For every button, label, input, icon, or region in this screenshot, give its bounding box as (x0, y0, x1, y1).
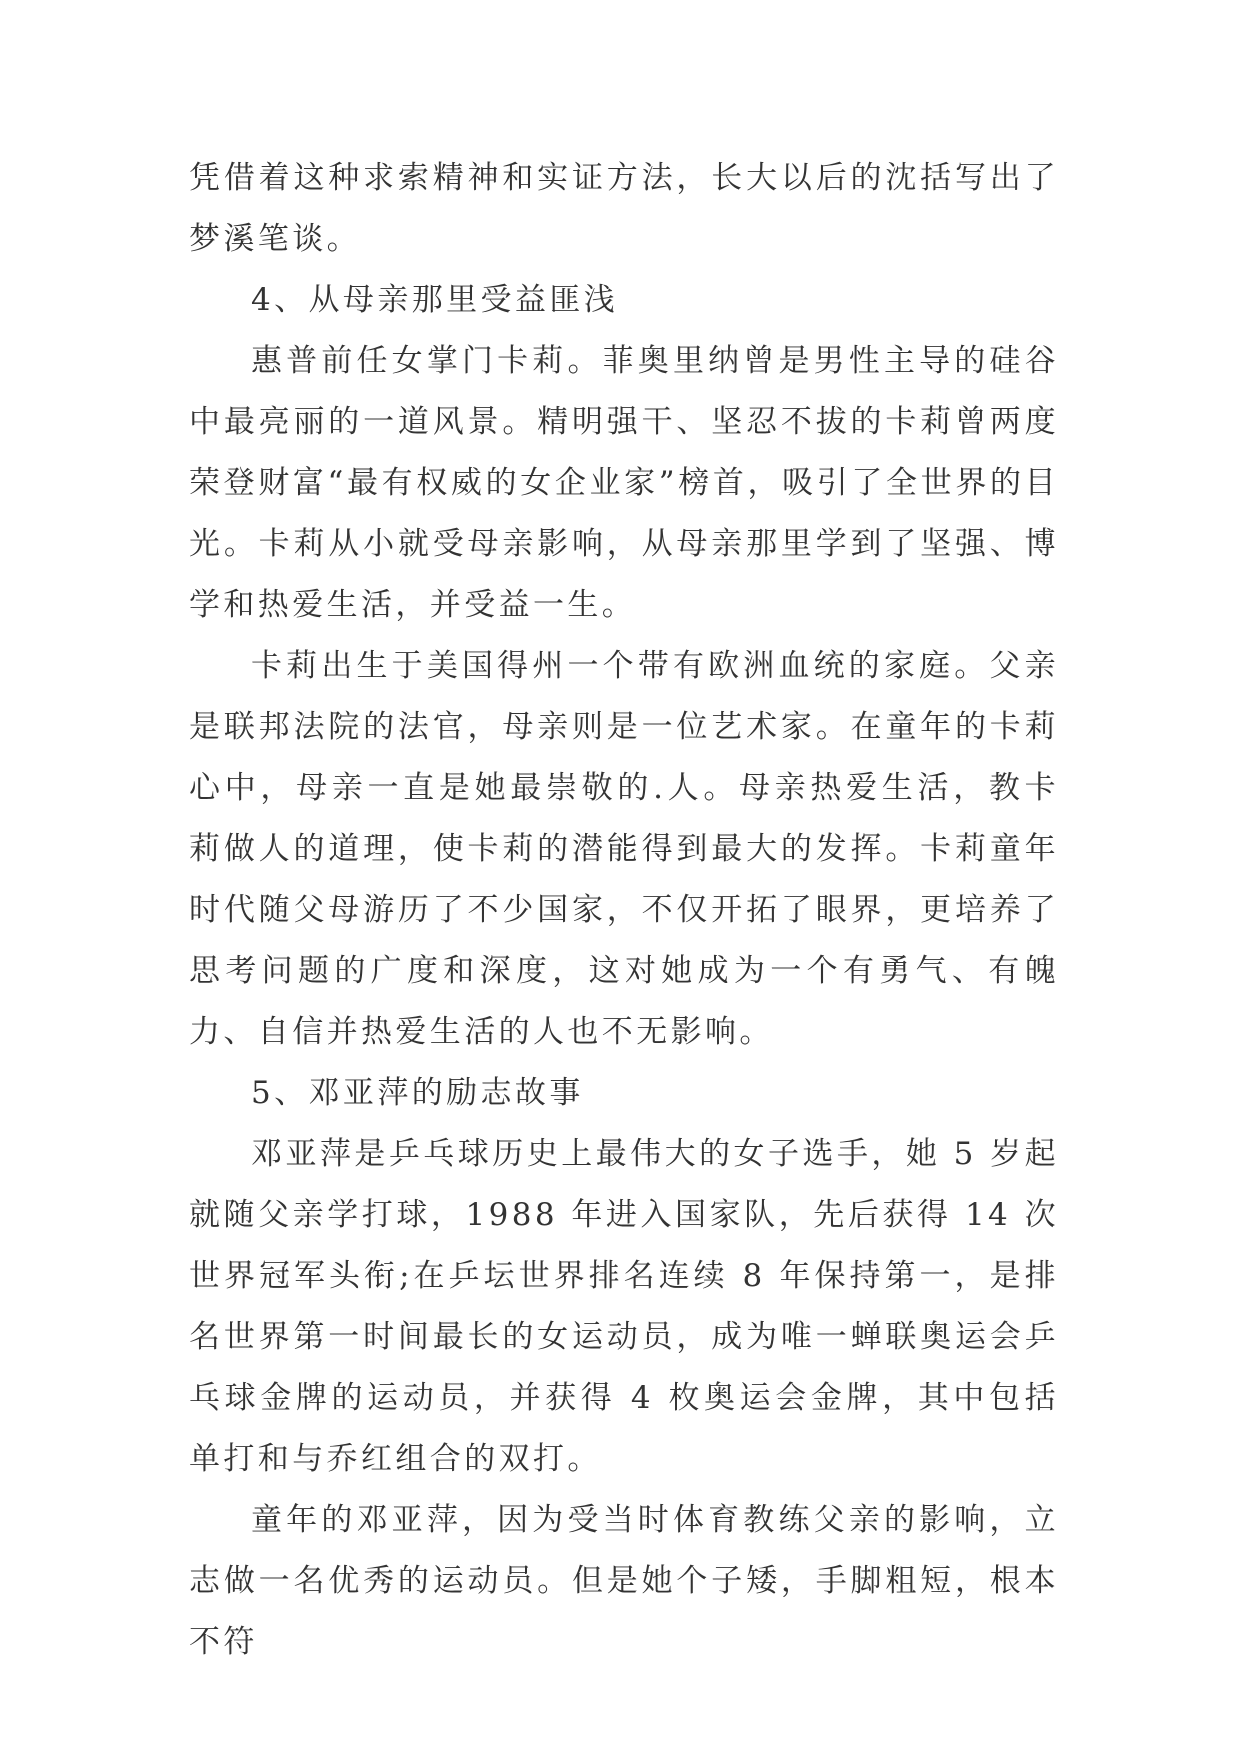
paragraph: 童年的邓亚萍，因为受当时体育教练父亲的影响，立志做一名优秀的运动员。但是她个子矮，手脚粗短，根本不符 (189, 1502, 1059, 1660)
section-heading-4: 4、从母亲那里受益匪浅 (251, 282, 619, 318)
paragraph: 卡莉出生于美国得州一个带有欧洲血统的家庭。父亲是联邦法院的法官，母亲则是一位艺术家。在童年的卡莉心中，母亲一直是她最崇敬的.人。母亲热爱生活，教卡莉做人的道理，使卡莉的潜能得到最大的发挥。卡莉童年时代随父母游历了不少国家，不仅开拓了眼界，更培养了思考问题的广度和深度，这对她成为一个有勇气、有魄力、自信并热爱生活的人也不无影响。 (189, 648, 1059, 1050)
paragraph: 惠普前任女掌门卡莉。菲奥里纳曾是男性主导的硅谷中最亮丽的一道风景。精明强干、坚忍不拔的卡莉曾两度荣登财富“最有权威的女企业家”榜首，吸引了全世界的目光。卡莉从小就受母亲影响，从母亲那里学到了坚强、博学和热爱生活，并受益一生。 (189, 343, 1059, 623)
paragraph: 邓亚萍是乒乓球历史上最伟大的女子选手，她 5 岁起就随父亲学打球，1988 年进入国家队，先后获得 14 次世界冠军头衔;在乒坛世界排名连续 8 年保持第一，是排名世界第一时间最长的女运动员，成为唯一蝉联奥运会乒乓球金牌的运动员，并获得 4 枚奥运会金牌，其中包括单打和与乔红组合的双打。 (189, 1136, 1059, 1477)
section-heading-5: 5、邓亚萍的励志故事 (251, 1075, 584, 1111)
document-body (189, 148, 1059, 1673)
paragraph-continuation: 凭借着这种求索精神和实证方法，长大以后的沈括写出了梦溪笔谈。 (189, 160, 1059, 257)
